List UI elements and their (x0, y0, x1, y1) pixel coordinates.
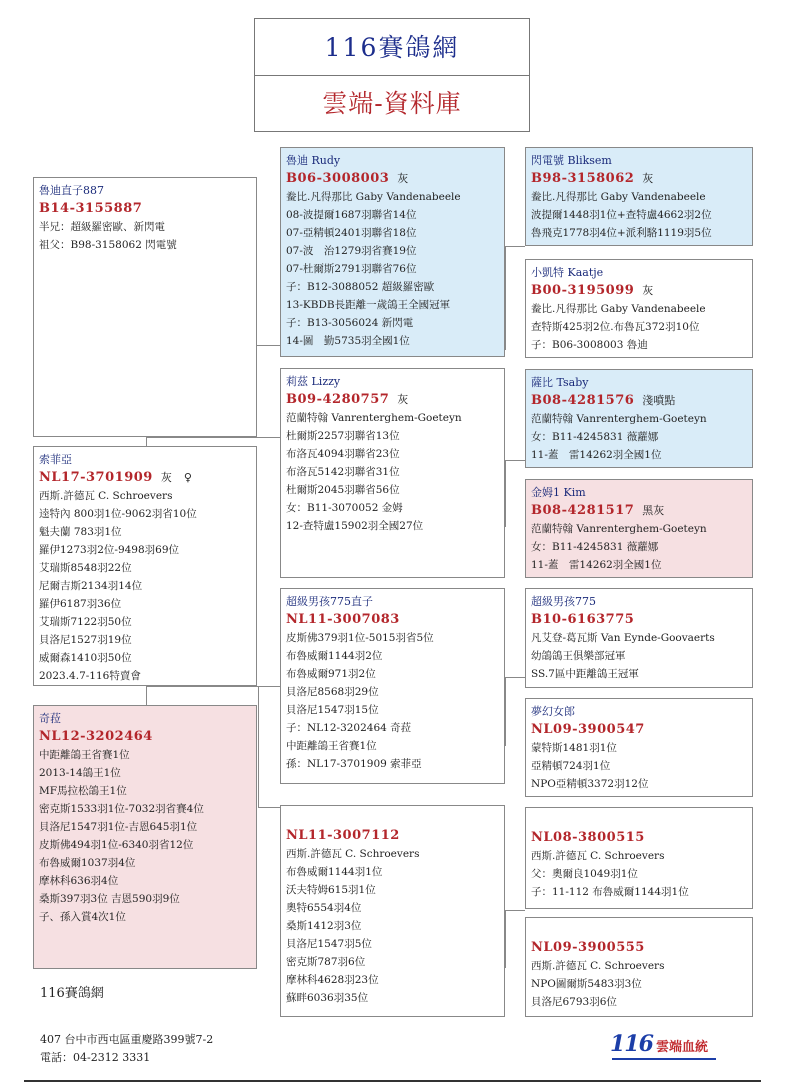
connector (505, 677, 506, 746)
info-line: 貝洛尼6793羽6位 (531, 996, 617, 1008)
info-line: 蘇畔6036羽35位 (286, 992, 369, 1004)
info-line: 布魯威爾1037羽4位 (39, 857, 136, 869)
bird-name: 索菲亞 (39, 453, 72, 466)
info-line: 女：B11-3070052 金姆 (286, 502, 403, 514)
info-line: 凡艾登-葛瓦斯 Van Eynde-Goovaerts (531, 632, 715, 644)
bird-color: 灰 (397, 393, 409, 406)
bird-name: 魯迪 Rudy (286, 154, 341, 167)
info-line: 波提爾1448羽1位+查特盧4662羽2位 (531, 209, 712, 221)
info-line: 羅伊1273羽2位-9498羽69位 (39, 544, 180, 556)
info-line: 子：B12-3088052 超級羅密歐 (286, 281, 435, 293)
info-line: 西斯.許德瓦 C. Schroevers (286, 848, 420, 860)
info-line: 杜爾斯2257羽聯省13位 (286, 430, 400, 442)
bird-color: 灰 (642, 284, 654, 297)
ring-number: B08-4281576 (531, 393, 635, 408)
info-line: 2023.4.7-116特賣會 (39, 670, 141, 682)
info-line: 西斯.許德瓦 C. Schroevers (531, 850, 665, 862)
info-line: 魯飛克1778羽4位+派利駱1119羽5位 (531, 227, 712, 239)
info-line: 14-圖 勤5735羽全國1位 (286, 335, 410, 347)
info-line: 13-KBDB長距離一歲鴿王全國冠軍 (286, 299, 451, 311)
ring-number: NL09-3900547 (531, 722, 645, 737)
bird-color: 黑灰 (642, 504, 665, 517)
bird-color: 灰 (160, 471, 172, 484)
info-line: 查特斯425羽2位.布魯瓦372羽10位 (531, 321, 700, 333)
ssd-card[interactable] (525, 259, 753, 358)
info-line: 鲞比.凡得那比 Gaby Vandenabeele (286, 191, 461, 203)
dam-sire-card[interactable] (280, 588, 505, 784)
sire-sire-card[interactable] (280, 147, 505, 357)
connector (505, 910, 525, 911)
info-line: 鲞比.凡得那比 Gaby Vandenabeele (531, 191, 706, 203)
bird-name: 閃電號 Bliksem (531, 154, 612, 167)
ring-number: NL11-3007112 (286, 828, 400, 843)
info-line: 2013-14鴿王1位 (39, 767, 121, 779)
footer-address: 407 台中市西屯區重慶路399號7-2 (40, 1033, 214, 1046)
info-line: 11-蓋 雷14262羽全國1位 (531, 449, 662, 461)
sss-card[interactable] (525, 147, 753, 246)
ring-number: B08-4281517 (531, 503, 635, 518)
bird-name: 超級男孩775直子 (286, 595, 373, 608)
ring-number: B14-3155887 (39, 201, 143, 216)
info-line: 貝洛尼1527羽19位 (39, 634, 132, 646)
ring-number: NL09-3900555 (531, 940, 645, 955)
info-line: 尼爾吉斯2134羽14位 (39, 580, 143, 592)
sdd-card[interactable] (525, 479, 753, 578)
ring-number: NL17-3701909 (39, 470, 153, 485)
database-title: 雲端-資料庫 (322, 89, 462, 118)
logo-text: 雲端血統 (655, 1040, 708, 1055)
connector (505, 460, 506, 527)
ring-number: B06-3008003 (286, 171, 390, 186)
info-line: 父：奧爾良1049羽1位 (531, 868, 638, 880)
info-line: 子：B13-3056024 新閃電 (286, 317, 414, 329)
connector (256, 345, 280, 346)
dsd-card[interactable] (525, 698, 753, 797)
logo-number: 116 (610, 1031, 653, 1057)
connector (505, 677, 525, 678)
info-line: 艾瑞斯8548羽22位 (39, 562, 132, 574)
ring-number: NL08-3800515 (531, 830, 645, 845)
dam-dam-card[interactable] (280, 805, 505, 1017)
info-line: 貝洛尼1547羽5位 (286, 938, 372, 950)
ring-number: NL11-3007083 (286, 612, 400, 627)
connector (258, 686, 259, 807)
info-line: 布魯威爾971羽2位 (286, 668, 376, 680)
sds-card[interactable] (525, 369, 753, 468)
ddd-card[interactable] (525, 917, 753, 1017)
info-line: 沃夫特姆615羽1位 (286, 884, 376, 896)
info-line: 鲞比.凡得那比 Gaby Vandenabeele (531, 303, 706, 315)
bird-color: 灰 (642, 172, 654, 185)
bird-name: 薩比 Tsaby (531, 376, 589, 389)
logo-underline (612, 1058, 716, 1060)
info-line: NPO圖爾斯5483羽3位 (531, 978, 642, 990)
info-line: 11-蓋 雷14262羽全國1位 (531, 559, 662, 571)
sire-card[interactable] (33, 177, 257, 437)
connector (505, 246, 506, 350)
info-line: 皮斯佛494羽1位-6340羽省12位 (39, 839, 194, 851)
dam-card[interactable] (33, 705, 257, 969)
info-line: 密克斯1533羽1位-7032羽省賽4位 (39, 803, 204, 815)
info-line: 貝洛尼1547羽1位-吉恩645羽1位 (39, 821, 198, 833)
ring-number: B98-3158062 (531, 171, 635, 186)
info-line: 逵特內 800羽1位-9062羽省10位 (39, 508, 197, 520)
dss-card[interactable] (525, 588, 753, 688)
info-line: 子：B06-3008003 魯迪 (531, 339, 648, 351)
info-line: 奧特6554羽4位 (286, 902, 362, 914)
female-icon: ♀ (183, 471, 192, 484)
sire-dam-card[interactable] (280, 368, 505, 578)
info-line: 07-杜爾斯2791羽聯省76位 (286, 263, 417, 275)
info-line: 桑斯1412羽3位 (286, 920, 362, 932)
info-line: 子、孫入賞4次1位 (39, 911, 126, 923)
info-line: 皮斯佛379羽1位-5015羽省5位 (286, 632, 434, 644)
bird-color: 灰 (397, 172, 409, 185)
info-line: 07-波 治1279羽省賽19位 (286, 245, 417, 257)
connector (146, 686, 147, 705)
footer-phone: 電話：04-2312 3331 (40, 1051, 151, 1064)
info-line: 摩林科636羽4位 (39, 875, 119, 887)
info-line: SS.7區中距離鴿王冠軍 (531, 668, 639, 680)
info-line: 半兄：超級羅密歐、新閃電 (39, 221, 165, 233)
info-line: 祖父：B98-3158062 閃電號 (39, 239, 177, 251)
info-line: 魁夫蘭 783羽1位 (39, 526, 122, 538)
info-line: 摩林科4628羽23位 (286, 974, 379, 986)
info-line: 布魯威爾1144羽1位 (286, 866, 383, 878)
bird-color: 淺噴點 (642, 394, 676, 407)
info-line: 布魯威爾1144羽2位 (286, 650, 383, 662)
bird-name: 莉茲 Lizzy (286, 375, 341, 388)
bottom-rule (24, 1080, 761, 1082)
connector (505, 910, 506, 968)
info-line: 亞精頓724羽1位 (531, 760, 611, 772)
connector (505, 460, 525, 461)
info-line: 密克斯787羽6位 (286, 956, 366, 968)
info-line: 范蘭特翰 Vanrenterghem-Goeteyn (531, 413, 707, 425)
info-line: 07-亞精頓2401羽聯省18位 (286, 227, 417, 239)
info-line: MF馬拉松鴿王1位 (39, 785, 127, 797)
info-line: 布洛瓦5142羽聯省31位 (286, 466, 400, 478)
site-title: 116賽鴿網 (255, 19, 529, 76)
bird-name: 魯迪直子887 (39, 184, 104, 197)
info-line: 08-波提爾1687羽聯省14位 (286, 209, 417, 221)
info-line: 西斯.許德瓦 C. Schroevers (39, 490, 173, 502)
info-line: 羅伊6187羽36位 (39, 598, 122, 610)
info-line: 桑斯397羽3位 吉恩590羽9位 (39, 893, 180, 905)
dds-card[interactable] (525, 807, 753, 909)
ring-number: B09-4280757 (286, 392, 390, 407)
connector (258, 807, 280, 808)
bird-name: 奇菈 (39, 712, 61, 725)
info-line: 中距離鴿王省賽1位 (286, 740, 377, 752)
info-line: 蒙特斯1481羽1位 (531, 742, 617, 754)
ring-number: B10-6163775 (531, 612, 635, 627)
connector (505, 246, 525, 247)
info-line: 中距離鴿王省賽1位 (39, 749, 130, 761)
info-line: NPO亞精頓3372羽12位 (531, 778, 649, 790)
info-line: 女：B11-4245831 薇蘿娜 (531, 541, 659, 553)
info-line: 幼鴿鴿王俱樂部冠軍 (531, 650, 626, 662)
info-line: 西斯.許德瓦 C. Schroevers (531, 960, 665, 972)
info-line: 子：11-112 布魯威爾1144羽1位 (531, 886, 689, 898)
info-line: 艾瑞斯7122羽50位 (39, 616, 132, 628)
connector (146, 437, 147, 446)
ring-number: B00-3195099 (531, 283, 635, 298)
bird-name: 夢幻女郎 (531, 705, 575, 718)
subject-card[interactable] (33, 446, 257, 686)
bird-name: 金姆1 Kim (531, 486, 586, 499)
bird-name: 超級男孩775 (531, 595, 596, 608)
info-line: 威爾森1410羽50位 (39, 652, 132, 664)
footer-site-name: 116賽鴿網 (40, 986, 104, 1001)
info-line: 貝洛尼8568羽29位 (286, 686, 379, 698)
connector (146, 437, 280, 438)
info-line: 孫：NL17-3701909 索菲亞 (286, 758, 422, 770)
info-line: 12-查特盧15902羽全國27位 (286, 520, 424, 532)
info-line: 子：NL12-3202464 奇菈 (286, 722, 412, 734)
info-line: 布洛瓦4094羽聯省23位 (286, 448, 400, 460)
ring-number: NL12-3202464 (39, 729, 153, 744)
info-line: 女：B11-4245831 薇蘿娜 (531, 431, 659, 443)
title-box (254, 18, 530, 132)
info-line: 范蘭特翰 Vanrenterghem-Goeteyn (531, 523, 707, 535)
bird-name: 小凱特 Kaatje (531, 266, 604, 279)
info-line: 貝洛尼1547羽15位 (286, 704, 379, 716)
info-line: 范蘭特翰 Vanrenterghem-Goeteyn (286, 412, 462, 424)
connector (146, 686, 280, 687)
info-line: 杜爾斯2045羽聯省56位 (286, 484, 400, 496)
brand-logo[interactable] (610, 1031, 708, 1057)
